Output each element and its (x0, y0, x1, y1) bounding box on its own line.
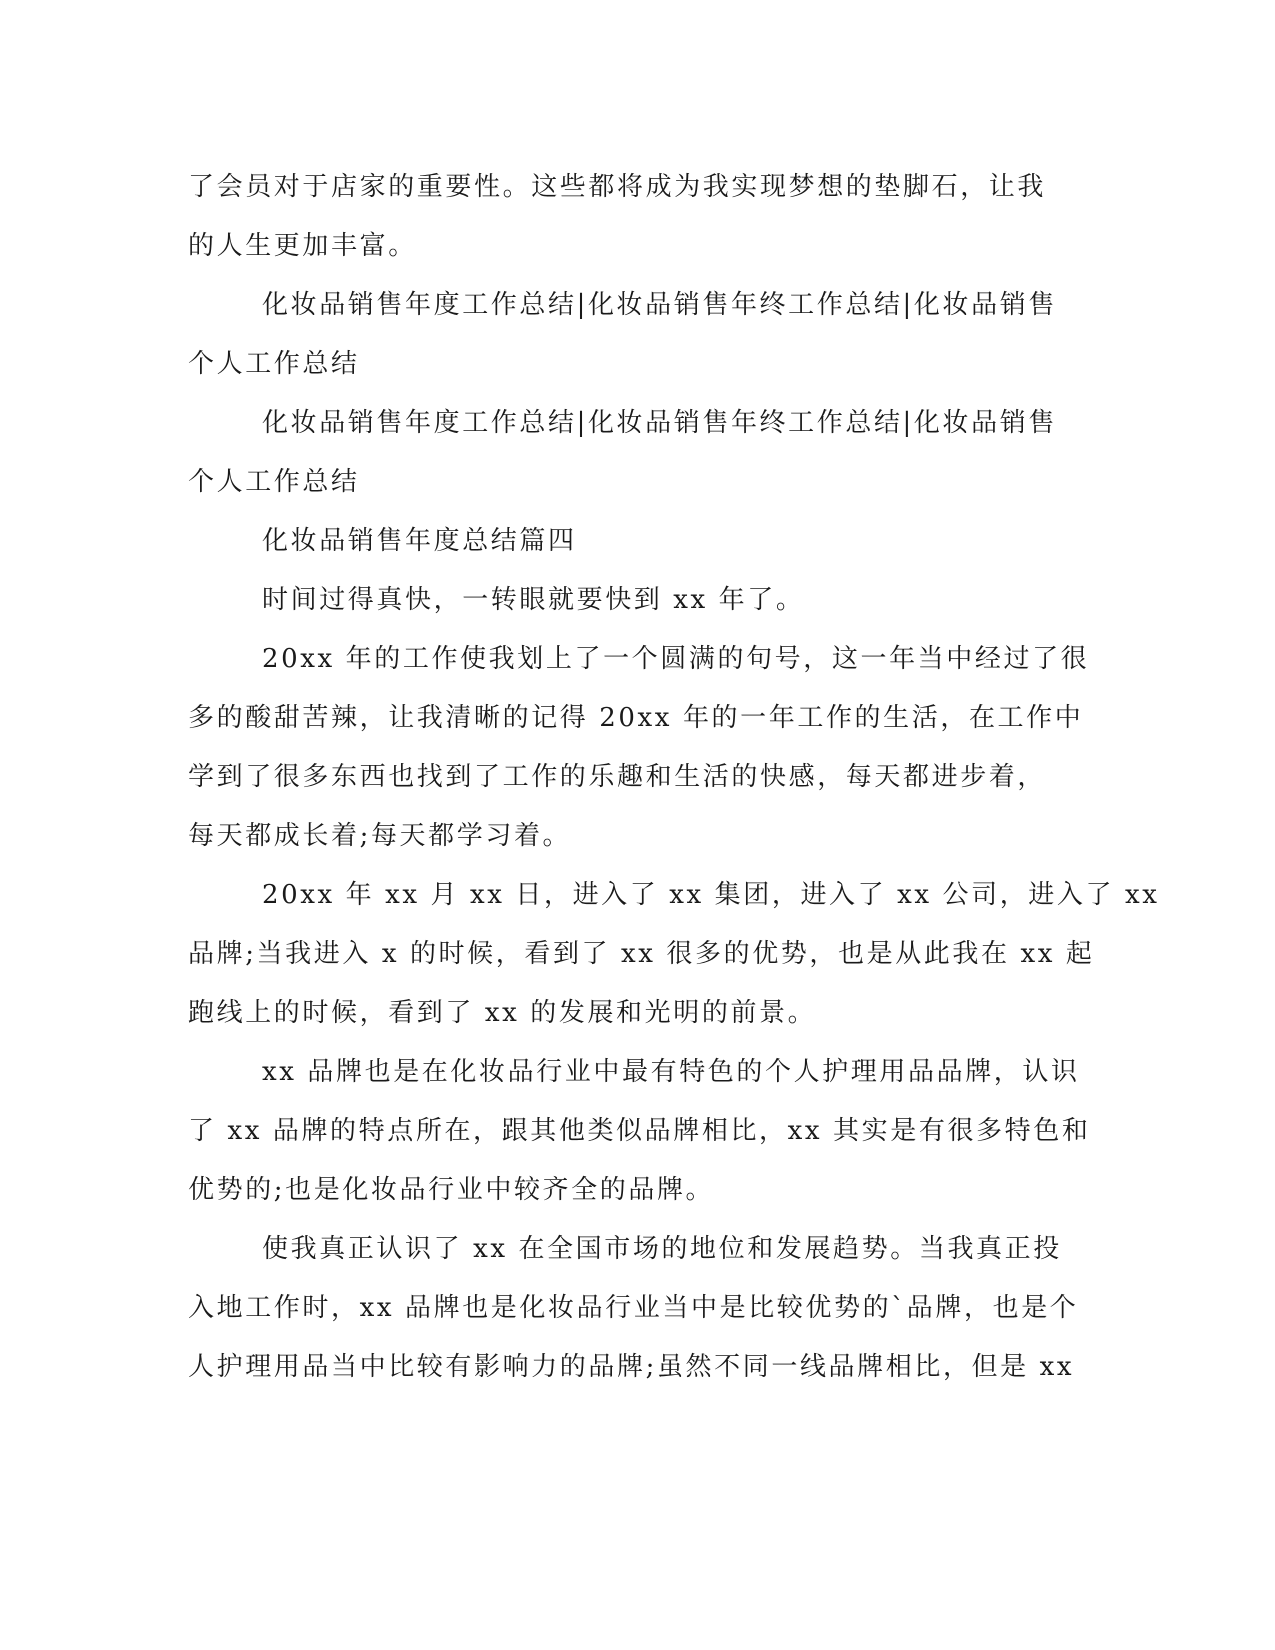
paragraph (188, 571, 1088, 630)
text-line: 时间过得真快，一转眼就要快到 xx 年了。 (262, 585, 805, 615)
paragraph (188, 1220, 1088, 1397)
text-line: 跑线上的时候，看到了 xx 的发展和光明的前景。 (188, 998, 817, 1028)
text-line: 多的酸甜苦辣，让我清晰的记得 20xx 年的一年工作的生活，在工作中 (188, 703, 1084, 733)
paragraph (188, 1043, 1091, 1220)
text-line: 入地工作时，xx 品牌也是化妆品行业当中是比较优势的`品牌，也是个 (188, 1293, 1079, 1323)
text-line: 20xx 年 xx 月 xx 日，进入了 xx 集团，进入了 xx 公司，进入了 xx (262, 880, 1160, 910)
paragraph (188, 512, 1088, 571)
text-line: 学到了很多东西也找到了工作的乐趣和生活的快感，每天都进步着， (188, 762, 1047, 792)
text-line: 化妆品销售年度工作总结|化妆品销售年终工作总结|化妆品销售 (262, 290, 1057, 320)
paragraph (188, 158, 1088, 276)
text-line: 每天都成长着;每天都学习着。 (188, 821, 572, 851)
text-line: 人护理用品当中比较有影响力的品牌;虽然不同一线品牌相比，但是 xx (188, 1352, 1075, 1382)
text-line: 个人工作总结 (188, 349, 360, 379)
text-line: 品牌;当我进入 x 的时候，看到了 xx 很多的优势，也是从此我在 xx 起 (188, 939, 1095, 969)
text-line: 20xx 年的工作使我划上了一个圆满的句号，这一年当中经过了很 (262, 644, 1090, 674)
text-line: 了会员对于店家的重要性。这些都将成为我实现梦想的垫脚石，让我 (188, 172, 1047, 202)
text-line: 化妆品销售年度总结篇四 (262, 526, 577, 556)
text-line: 化妆品销售年度工作总结|化妆品销售年终工作总结|化妆品销售 (262, 408, 1057, 438)
text-line: xx 品牌也是在化妆品行业中最有特色的个人护理用品品牌，认识 (262, 1057, 1080, 1087)
paragraph (188, 276, 1088, 394)
paragraph (188, 394, 1088, 512)
text-line: 了 xx 品牌的特点所在，跟其他类似品牌相比，xx 其实是有很多特色和 (188, 1116, 1091, 1146)
document-body (188, 158, 1160, 1397)
paragraph (188, 630, 1088, 866)
text-line: 个人工作总结 (188, 467, 360, 497)
text-line: 的人生更加丰富。 (188, 231, 417, 261)
paragraph (188, 866, 1160, 1043)
text-line: 优势的;也是化妆品行业中较齐全的品牌。 (188, 1175, 715, 1205)
text-line: 使我真正认识了 xx 在全国市场的地位和发展趋势。当我真正投 (262, 1234, 1062, 1264)
